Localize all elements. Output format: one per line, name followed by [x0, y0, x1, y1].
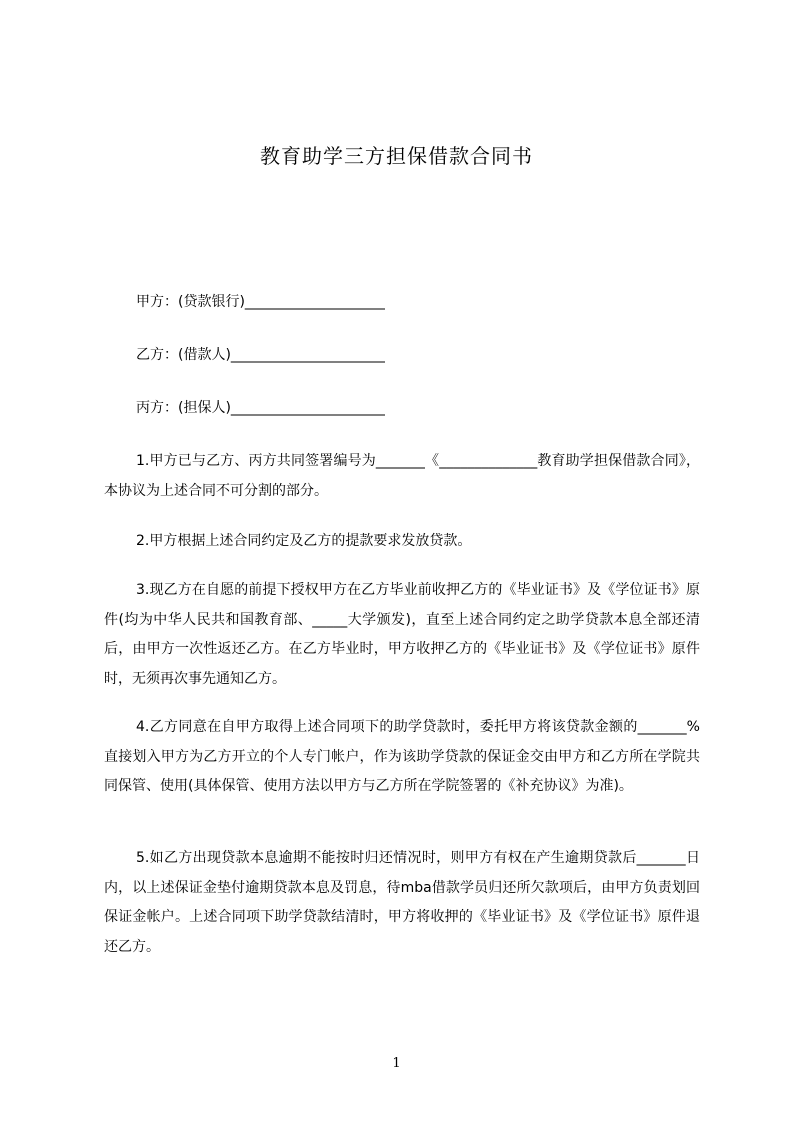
clause-1: 1.甲方已与乙方、丙方共同签署编号为_______《______________教育助学担保借款合同》，本协议为上述合同不可分割的部分。 — [104, 453, 700, 499]
clause-3: 3.现乙方在自愿的前提下授权甲方在乙方毕业前收押乙方的《毕业证书》及《学位证书》原件(均为中华人民共和国教育部、_____大学颁发)，直至上述合同约定之助学贷款本息全部还清后，由甲方一次性返还乙方。在乙方毕业时，甲方收押乙方的《毕业证书》及《学位证书》原件时，无须再次事先通知乙方。 — [104, 582, 700, 687]
clause-4: 4.乙方同意在自甲方取得上述合同项下的助学贷款时，委托甲方将该贷款金额的_______%直接划入甲方为乙方开立的个人专门帐户，作为该助学贷款的保证金交由甲方和乙方所在学院共同保管、使用(具体保管、使用方法以甲方与乙方所在学院签署的《补充协议》为准)。 — [104, 719, 700, 794]
party-a-line: 甲方：(贷款银行)____________________ — [136, 294, 385, 310]
document-title: 教育助学三方担保借款合同书 — [260, 144, 533, 168]
clause-5: 5.如乙方出现贷款本息逾期不能按时归还情况时，则甲方有权在产生逾期贷款后_______日内，以上述保证金垫付逾期贷款本息及罚息，待mba借款学员归还所欠款项后，由甲方负责划回保证金帐户。上述合同项下助学贷款结清时，甲方将收押的《毕业证书》及《学位证书》原件退还乙方。 — [104, 850, 700, 955]
page-number: 1 — [392, 1056, 401, 1071]
party-c-line: 丙方：(担保人)______________________ — [136, 400, 385, 416]
party-b-line: 乙方：(借款人)______________________ — [136, 347, 385, 363]
clause-2: 2.甲方根据上述合同约定及乙方的提款要求发放贷款。 — [136, 533, 472, 549]
